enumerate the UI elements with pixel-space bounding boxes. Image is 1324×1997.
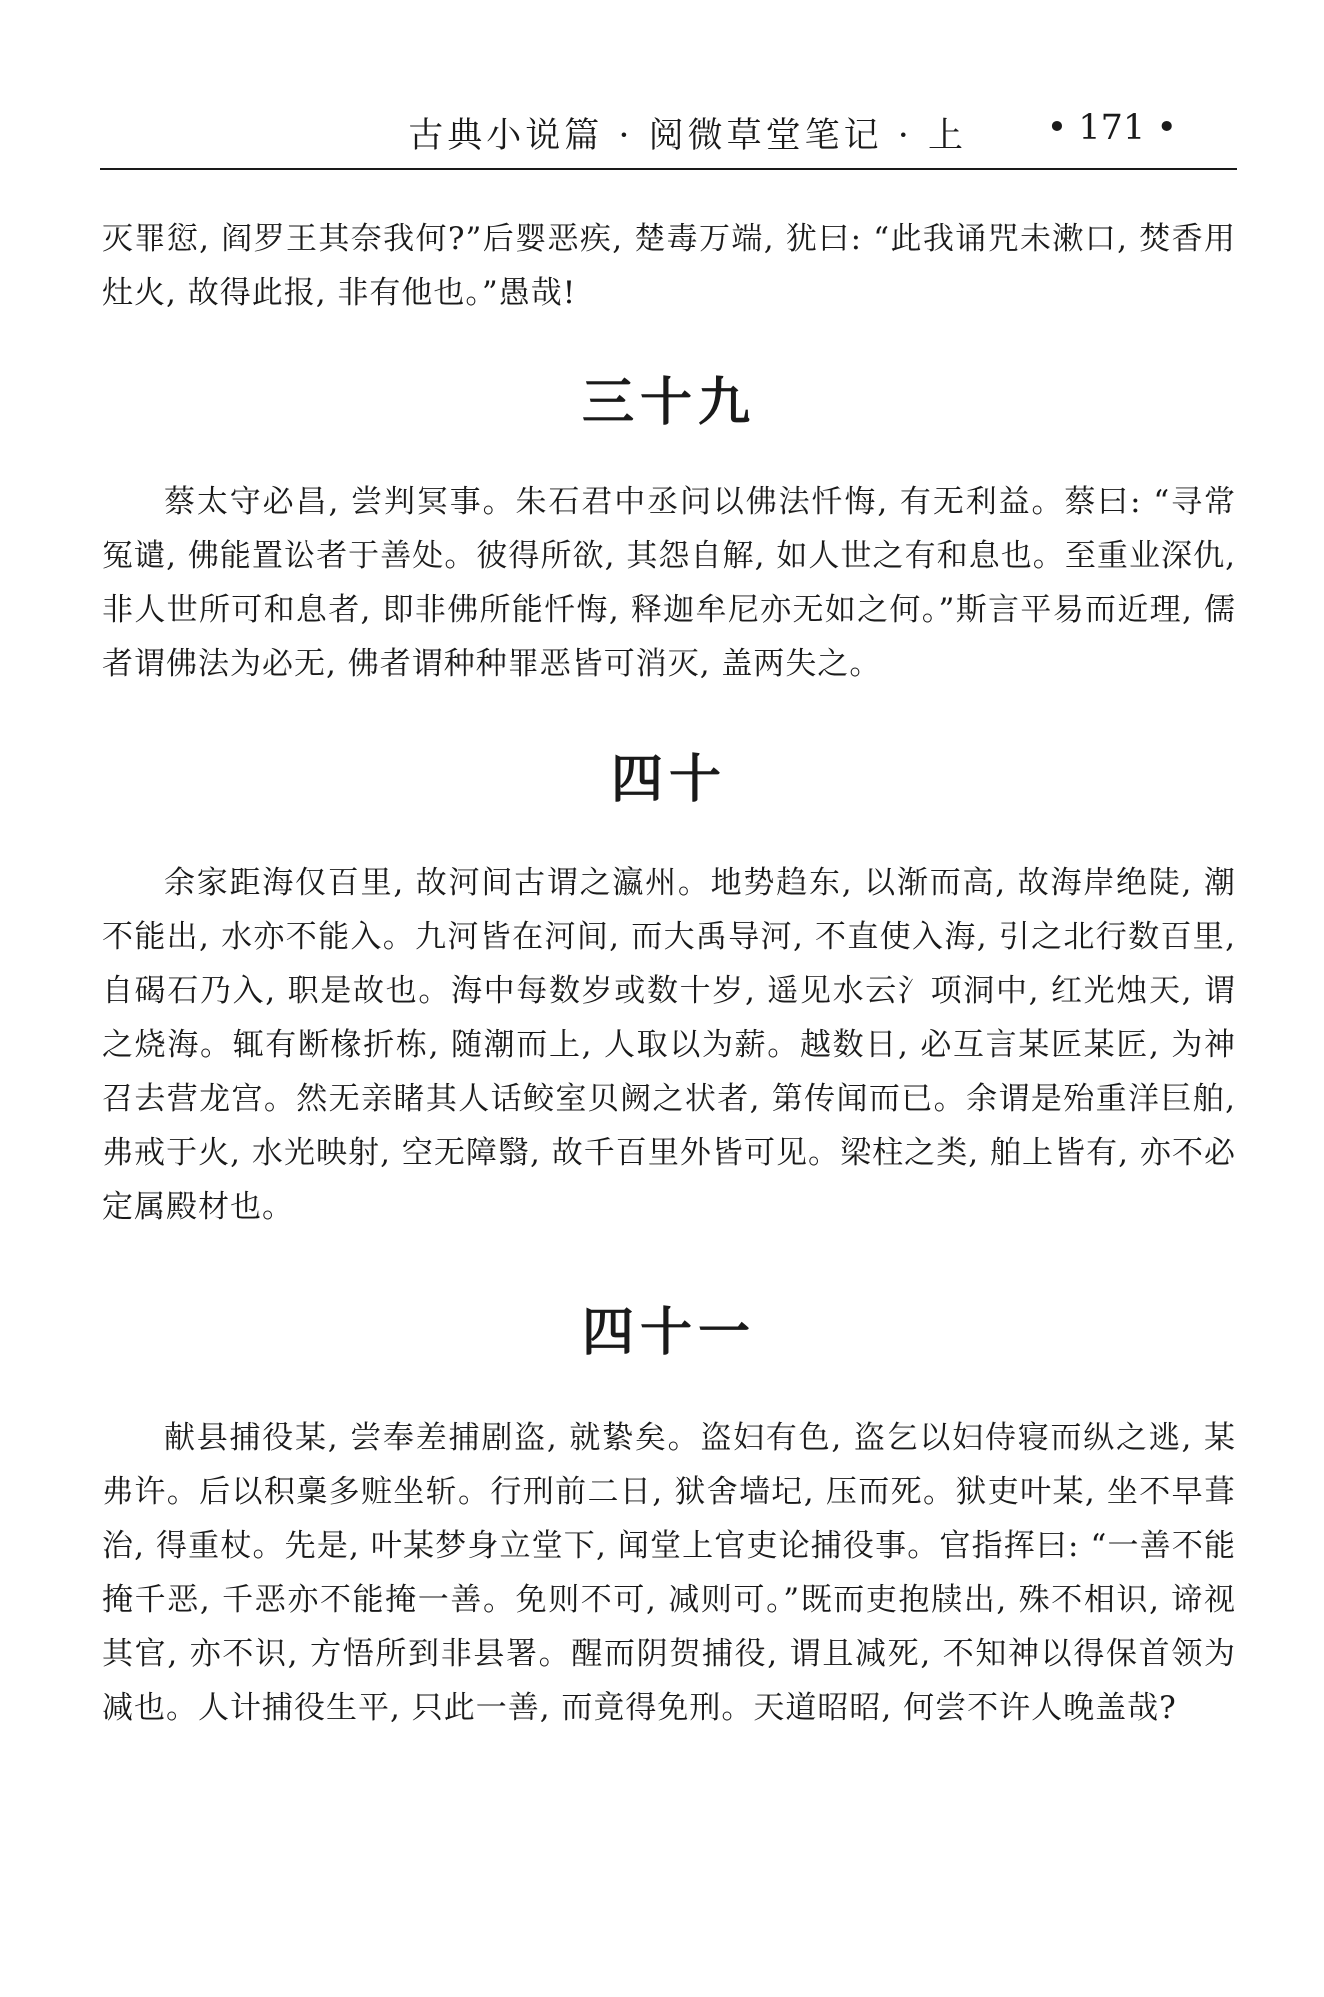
header-divider <box>100 168 1237 170</box>
page-number: • 171 • <box>1046 108 1177 148</box>
section-title-39: 三十九 <box>581 373 756 433</box>
section-39-paragraph: 蔡太守必昌, 尝判冥事。朱石君中丞问以佛法忏悔, 有无利益。蔡曰: “寻常冤谴, 佛能置讼者于善处。彼得所欲, 其怨自解, 如人世之有和息也。至重业深仇, 非人世所可和息者, 即非佛所能忏悔, 释迦牟尼亦无如之何。”斯言平易而近理, 儒者谓佛法为必无, 佛者谓种种罪恶皆可消灭, 盖两失之。 <box>102 484 1236 682</box>
page-body <box>102 212 1236 1735</box>
section-41-paragraph: 献县捕役某, 尝奉差捕剧盗, 就絷矣。盗妇有色, 盗乞以妇侍寝而纵之逃, 某弗许。后以积稾多赃坐斩。行刑前二日, 狱舍墙圮, 压而死。狱吏叶某, 坐不早葺治, 得重杖。先是, 叶某梦身立堂下, 闻堂上官吏论捕役事。官指挥曰: “一善不能掩千恶, 千恶亦不能掩一善。免则不可, 减则可。”既而吏抱牍出, 殊不相识, 谛视其官, 亦不识, 方悟所到非县署。醒而阴贺捕役, 谓且减死, 不知神以得保首领为减也。人计捕役生平, 只此一善, 而竟得免刑。天道昭昭, 何尝不许人晚盖哉? <box>102 1420 1236 1726</box>
section-title-40: 四十 <box>610 750 727 810</box>
section-40-paragraph: 余家距海仅百里, 故河间古谓之瀛州。地势趋东, 以渐而高, 故海岸绝陡, 潮不能出, 水亦不能入。九河皆在河间, 而大禹导河, 不直使入海, 引之北行数百里, 自碣石乃入, 职是故也。海中每数岁或数十岁, 遥见水云氵项洞中, 红光烛天, 谓之烧海。辄有断椽折栋, 随潮而上, 人取以为薪。越数日, 必互言某匠某匠, 为神召去营龙宫。然无亲睹其人话鲛室贝阙之状者, 第传闻而已。余谓是殆重洋巨舶, 弗戒于火, 水光映射, 空无障翳, 故千百里外皆可见。梁柱之类, 舶上皆有, 亦不必定属殿材也。 <box>102 865 1236 1225</box>
page-header <box>100 108 1237 168</box>
intro-paragraph: 灭罪愆, 阎罗王其奈我何?”后婴恶疾, 楚毒万端, 犹曰: “此我诵咒未漱口, 焚香用灶火, 故得此报, 非有他也。”愚哉! <box>102 221 1236 311</box>
section-title-41: 四十一 <box>581 1303 756 1363</box>
running-title: 古典小说篇 · 阅微草堂笔记 · 上 <box>408 116 967 156</box>
